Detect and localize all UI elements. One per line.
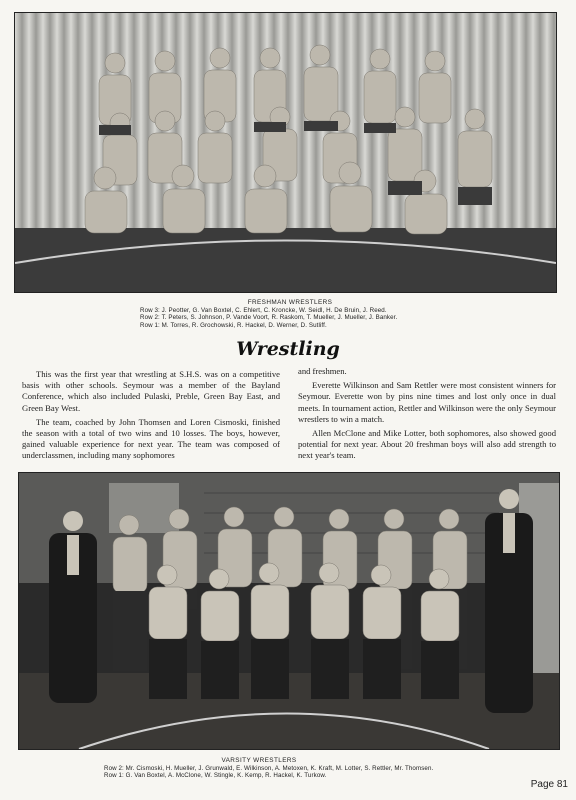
freshman-photo-illustration — [15, 13, 556, 292]
varsity-caption-row-1: Row 1: G. Van Boxtel, A. McClone, W. Stingle, K. Kemp, R. Hackel, K. Turkow. — [104, 772, 327, 780]
article-paragraph: and freshmen. — [298, 366, 347, 376]
article-paragraph: The team, coached by John Thomsen and Loren Cismoski, finished the season with a total of two wins and 10 losses. The boys, however, gained valuable experience for next year. The team was composed of underclassmen, including many sophomores — [22, 416, 280, 461]
varsity-team-photo — [18, 472, 560, 750]
article-left-column — [22, 369, 280, 465]
freshman-caption — [140, 299, 440, 329]
article-paragraph: Everette Wilkinson and Sam Rettler were most consistent winners for Seymour. Everette won by pins nine times and lost only once in dual meets. In tournament action, Rettler and Wilkinson were the only Seymour wrestlers to win a match. — [298, 380, 556, 424]
section-heading: Wrestling — [236, 338, 340, 360]
freshman-caption-row-3: Row 3: J. Peotter, G. Van Boxtel, C. Ehlert, C. Kroncke, W. Seidl, H. De Bruin, J. Reed. — [140, 306, 387, 314]
varsity-caption-row-2: Row 2: Mr. Cismoski, H. Mueller, J. Grunwald, E. Wilkinson, A. Metoxen, K. Kraft, M. Lotter, S. Rettler, Mr. Thomsen. — [104, 764, 434, 772]
freshman-caption-row-2: Row 2: T. Peters, S. Johnson, P. Vande Voort, R. Raskom, T. Mueller, J. Mueller, J. Banker. — [140, 314, 398, 322]
varsity-caption — [104, 757, 504, 780]
page-number: Page 81 — [530, 779, 568, 790]
article-right-column — [298, 366, 556, 465]
article-paragraph: Allen McClone and Mike Lotter, both sophomores, also showed good potential for next year. About 20 freshman boys will also add strength to next year's team. — [298, 428, 556, 461]
varsity-caption-title: VARSITY WRESTLERS — [221, 757, 297, 764]
varsity-photo-illustration — [19, 473, 559, 749]
freshman-caption-row-1: Row 1: M. Torres, R. Grochowski, R. Hackel, D. Werner, D. Sutliff. — [140, 321, 327, 329]
freshman-team-photo — [14, 12, 557, 293]
freshman-caption-title: FRESHMAN WRESTLERS — [247, 299, 333, 306]
article-paragraph: This was the first year that wrestling at S.H.S. was on a competitive basis with other schools. Seymour was a member of the Bayland Conference, which also included Pulaski, Preble, Green Bay East, and Green Bay West. — [22, 369, 280, 413]
